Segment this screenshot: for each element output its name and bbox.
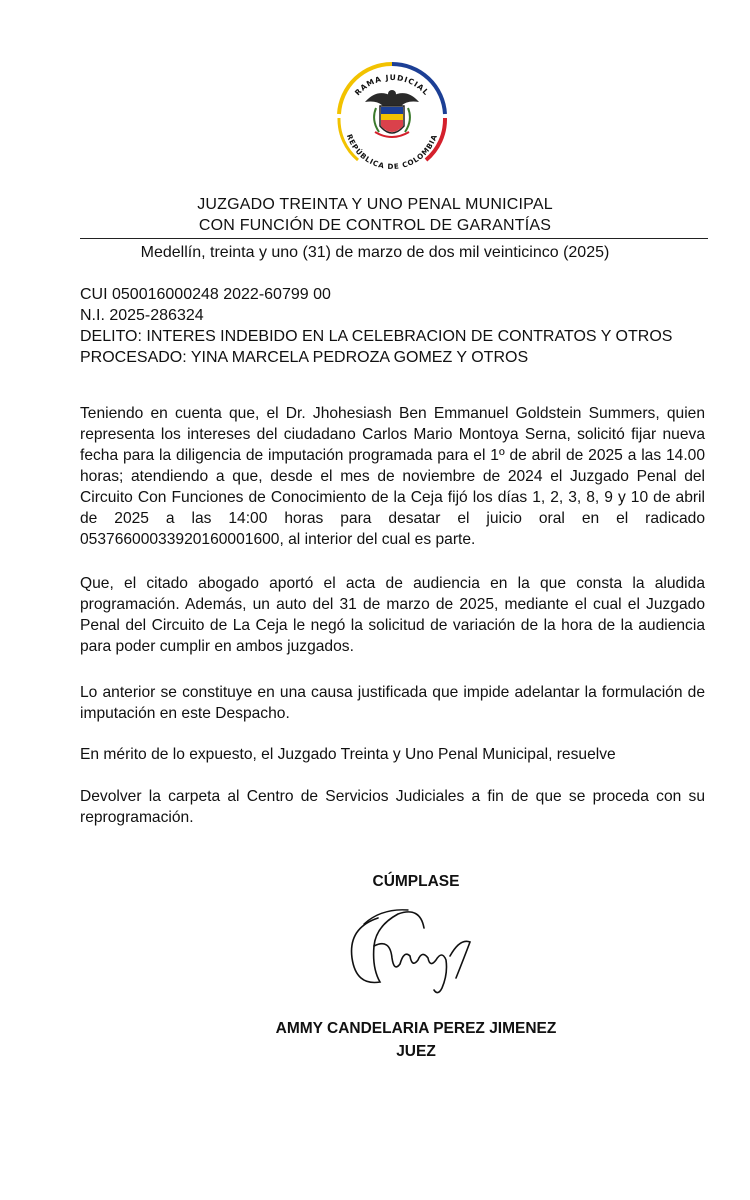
paragraph-4: En mérito de lo expuesto, el Juzgado Treinta y Uno Penal Municipal, resuelve bbox=[80, 746, 616, 763]
rama-judicial-seal-icon bbox=[331, 56, 453, 186]
delito-line: DELITO: INTERES INDEBIDO EN LA CELEBRACION DE CONTRATOS Y OTROS bbox=[80, 328, 673, 345]
case-metadata bbox=[80, 284, 700, 368]
paragraph-2: Que, el citado abogado aportó el acta de audiencia en la que consta la aludida programación. Además, un auto del 31 de marzo de 2025, mediante el cual el Juzgado Penal del Circuito de La Ceja le negó la solicitud de variación de la hora de la audiencia para poder cumplir en ambos juzgados. bbox=[80, 575, 705, 655]
paragraph-3: Lo anterior se constituye en una causa justificada que impide adelantar la formulación de imputación en este Despacho. bbox=[80, 684, 705, 722]
paragraph-5: Devolver la carpeta al Centro de Servicios Judiciales a fin de que se proceda con su reprogramación. bbox=[80, 788, 705, 826]
procesado-line: PROCESADO: YINA MARCELA PEDROZA GOMEZ Y OTROS bbox=[80, 349, 529, 366]
ni-line: N.I. 2025-286324 bbox=[80, 307, 204, 324]
cumplase-heading: CÚMPLASE bbox=[372, 873, 460, 890]
cui-line: CUI 050016000248 2022-60799 00 bbox=[80, 286, 331, 303]
svg-text:REPÚBLICA DE COLOMBIA: REPÚBLICA DE COLOMBIA bbox=[344, 132, 440, 172]
signer-name: AMMY CANDELARIA PEREZ JIMENEZ bbox=[275, 1020, 557, 1037]
court-name-line1: JUZGADO TREINTA Y UNO PENAL MUNICIPAL bbox=[197, 196, 553, 213]
date-line: Medellín, treinta y uno (31) de marzo de dos mil veinticinco (2025) bbox=[140, 244, 610, 261]
court-name-line2: CON FUNCIÓN DE CONTROL DE GARANTÍAS bbox=[198, 217, 552, 234]
header-divider bbox=[80, 238, 708, 239]
signer-role: JUEZ bbox=[396, 1043, 436, 1060]
paragraph-1: Teniendo en cuenta que, el Dr. Jhohesiash Ben Emmanuel Goldstein Summers, quien representa los intereses del ciudadano Carlos Mario Montoya Serna, solicitó fijar nueva fecha para la diligencia de imputación programada para el 1º de abril de 2025 a las 14.00 horas; atendiendo a que, desde el mes de noviembre de 2024 el Juzgado Penal del Circuito Con Funciones de Conocimiento de la Ceja fijó los días 1, 2, 3, 8, 9 y 10 de abril de 2025 a las 14:00 horas para desatar el juicio oral en el radicado 053766000339201600016​00, al interior del cual es parte. bbox=[80, 405, 705, 548]
handwritten-signature-icon bbox=[338, 898, 498, 998]
colombia-coat-of-arms-icon bbox=[365, 90, 419, 137]
svg-text:RAMA JUDICIAL: RAMA JUDICIAL bbox=[352, 72, 432, 98]
